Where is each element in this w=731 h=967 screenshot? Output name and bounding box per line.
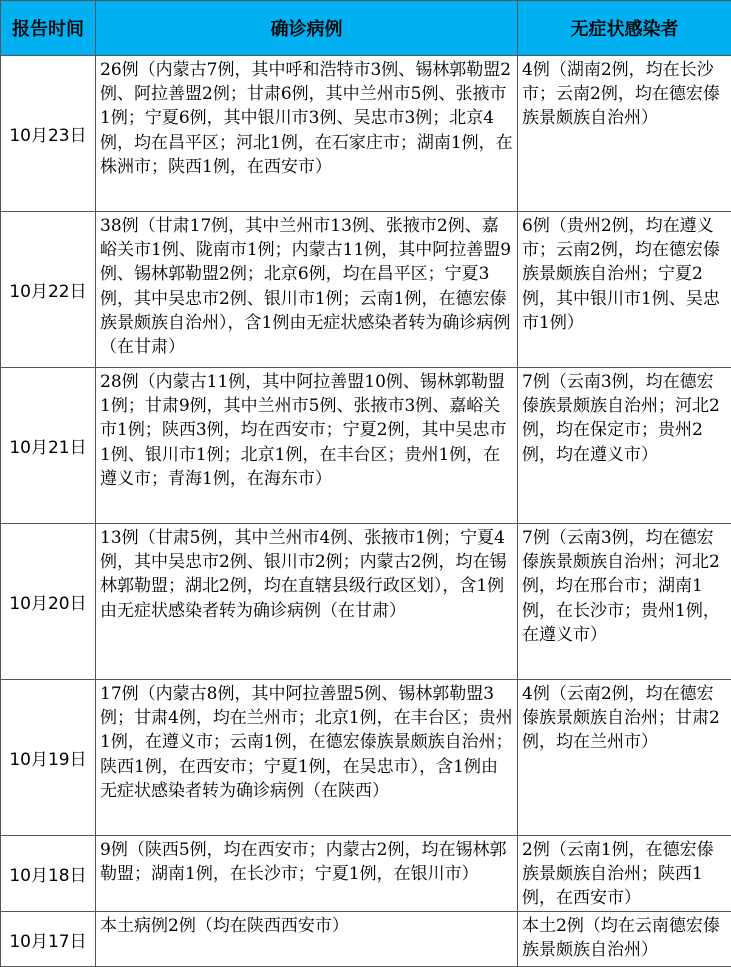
table-row <box>1 212 731 368</box>
asymptomatic-cases: 7例（云南3例，均在德宏傣族景颇族自治州；河北2例，均在邢台市；湖南1例，在长沙市；贵州1例，在遵义市） <box>518 524 731 680</box>
confirmed-cases: 28例（内蒙古11例，其中阿拉善盟10例、锡林郭勒盟1例；甘肃9例，其中兰州市5例、张掖市3例、嘉峪关市1例；陕西3例，均在西安市；宁夏2例，其中吴忠市1例、银川市1例；北京1例，在丰台区；贵州1例，在遵义市；青海1例，在海东市） <box>96 368 518 524</box>
table-row <box>1 56 731 212</box>
confirmed-cases: 9例（陕西5例，均在西安市；内蒙古2例，均在锡林郭勒盟；湖南1例，在长沙市；宁夏1例，在银川市） <box>96 836 518 912</box>
confirmed-cases: 本土病例2例（均在陕西西安市） <box>96 912 518 967</box>
asymptomatic-cases: 2例（云南1例，在德宏傣族景颇族自治州；陕西1例，在西安市） <box>518 836 731 912</box>
table-row <box>1 912 731 967</box>
header-date: 报告时间 <box>1 1 96 56</box>
confirmed-cases: 17例（内蒙古8例，其中阿拉善盟5例、锡林郭勒盟3例；甘肃4例，均在兰州市；北京1例，在丰台区；贵州1例，在遵义市；云南1例，在德宏傣族景颇族自治州；陕西1例，在西安市；宁夏1例，在吴忠市），含1例由无症状感染者转为确诊病例（在陕西） <box>96 680 518 836</box>
table-row <box>1 368 731 524</box>
asymptomatic-cases: 7例（云南3例，均在德宏傣族景颇族自治州；河北2例，均在保定市；贵州2例，均在遵义市） <box>518 368 731 524</box>
table-row <box>1 836 731 912</box>
report-date: 10月23日 <box>1 56 96 212</box>
table-row <box>1 680 731 836</box>
asymptomatic-cases: 6例（贵州2例，均在遵义市；云南2例，均在德宏傣族景颇族自治州；宁夏2例，其中银川市1例、吴忠市1例） <box>518 212 731 368</box>
header-row <box>1 1 731 56</box>
report-date: 10月22日 <box>1 212 96 368</box>
header-asymptomatic: 无症状感染者 <box>518 1 731 56</box>
asymptomatic-cases: 4例（湖南2例，均在长沙市；云南2例，均在德宏傣族景颇族自治州） <box>518 56 731 212</box>
header-confirmed: 确诊病例 <box>96 1 518 56</box>
confirmed-cases: 26例（内蒙古7例，其中呼和浩特市3例、锡林郭勒盟2例、阿拉善盟2例；甘肃6例，其中兰州市5例、张掖市1例；宁夏6例，其中银川市3例、吴忠市3例；北京4例，均在昌平区；河北1例，在石家庄市；湖南1例，在株洲市；陕西1例，在西安市） <box>96 56 518 212</box>
confirmed-cases: 13例（甘肃5例，其中兰州市4例、张掖市1例；宁夏4例，其中吴忠市2例、银川市2例；内蒙古2例，均在锡林郭勒盟；湖北2例，均在直辖县级行政区划），含1例由无症状感染者转为确诊病例（在甘肃） <box>96 524 518 680</box>
report-date: 10月17日 <box>1 912 96 967</box>
report-date: 10月18日 <box>1 836 96 912</box>
report-date: 10月20日 <box>1 524 96 680</box>
confirmed-cases: 38例（甘肃17例，其中兰州市13例、张掖市2例、嘉峪关市1例、陇南市1例；内蒙古11例，其中阿拉善盟9例、锡林郭勒盟2例；北京6例，均在昌平区；宁夏3例，其中吴忠市2例、银川市1例；云南1例，在德宏傣族景颇族自治州），含1例由无症状感染者转为确诊病例（在甘肃） <box>96 212 518 368</box>
report-date: 10月21日 <box>1 368 96 524</box>
asymptomatic-cases: 本土2例（均在云南德宏傣族景颇族自治州） <box>518 912 731 967</box>
report-date: 10月19日 <box>1 680 96 836</box>
table-row <box>1 524 731 680</box>
asymptomatic-cases: 4例（云南2例，均在德宏傣族景颇族自治州；甘肃2例，均在兰州市） <box>518 680 731 836</box>
